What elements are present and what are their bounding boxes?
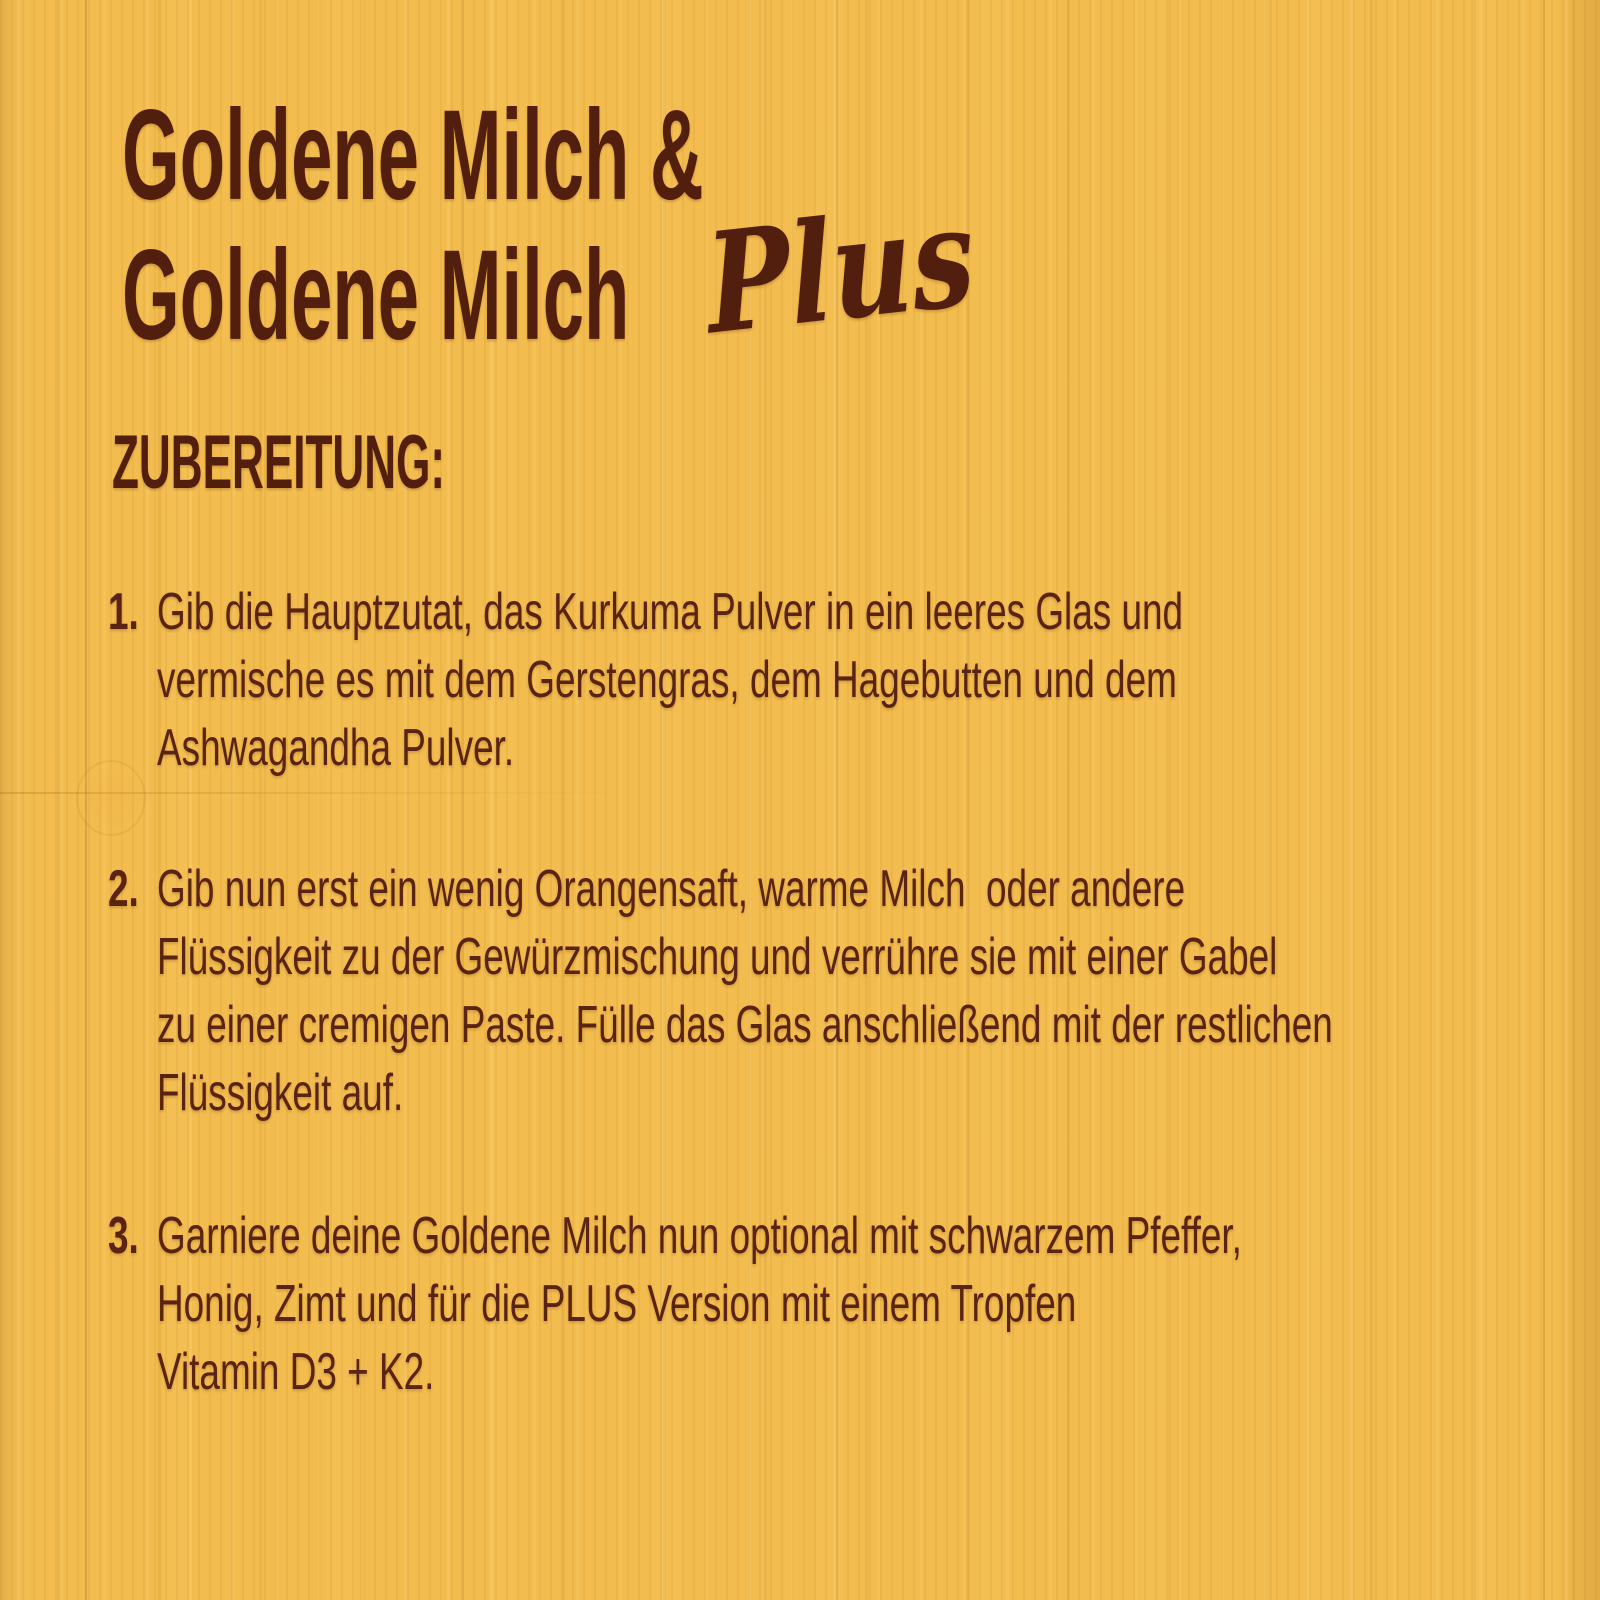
recipe-step bbox=[108, 1202, 1242, 1406]
recipe-step bbox=[108, 578, 1183, 782]
step-line-first bbox=[108, 855, 1333, 923]
section-heading: ZUBEREITUNG: bbox=[112, 420, 446, 505]
recipe-step bbox=[108, 855, 1333, 1127]
step-line: Vitamin D3 + K2. bbox=[156, 1343, 435, 1401]
step-line: vermische es mit dem Gerstengras, dem Hagebutten und dem bbox=[156, 651, 1177, 709]
step-number: 1. bbox=[108, 583, 139, 641]
title-line-2: Goldene Milch bbox=[122, 224, 630, 367]
step-text: Gib nun erst ein wenig Orangensaft, warme Milch oder andere bbox=[156, 860, 1186, 918]
step-line-first bbox=[108, 1202, 1242, 1270]
step-line-first bbox=[108, 578, 1183, 646]
step-line: zu einer cremigen Paste. Fülle das Glas anschließend mit der restlichen bbox=[156, 996, 1333, 1054]
step-text: Gib die Hauptzutat, das Kurkuma Pulver in ein leeres Glas und bbox=[156, 583, 1184, 641]
step-line: Flüssigkeit zu der Gewürzmischung und verrühre sie mit einer Gabel bbox=[156, 928, 1278, 986]
step-line: Ashwagandha Pulver. bbox=[156, 719, 515, 777]
step-line: Flüssigkeit auf. bbox=[156, 1064, 404, 1122]
title-script-plus: Plus bbox=[701, 173, 980, 366]
step-number: 3. bbox=[108, 1207, 139, 1265]
step-line: Honig, Zimt und für die PLUS Version mit einem Tropfen bbox=[156, 1275, 1077, 1333]
step-number: 2. bbox=[108, 860, 139, 918]
title-line-1: Goldene Milch & bbox=[122, 84, 704, 227]
step-text: Garniere deine Goldene Milch nun optional mit schwarzem Pfeffer, bbox=[156, 1207, 1242, 1265]
